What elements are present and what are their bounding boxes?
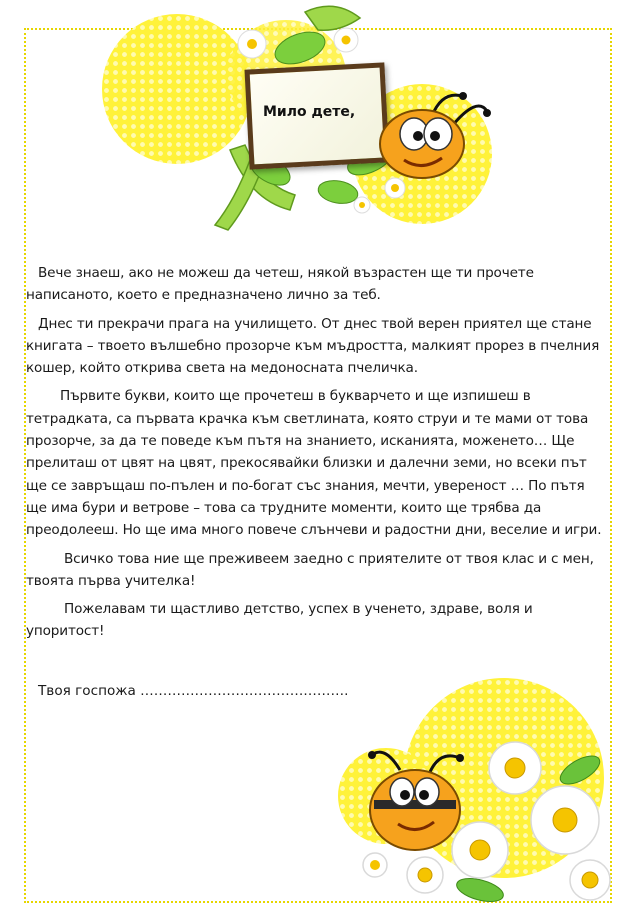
paragraph: Всичко това ние ще преживеем заедно с приятелите от твоя клас и с мен, твоята първа учителка! [26,550,594,589]
letter-greeting: Мило дете, [263,104,356,120]
bottom-ornament [330,700,638,903]
paragraph: Вече знаеш, ако не можеш да четеш, някой възрастен ще ти прочете написаното, което е предназначено лично за теб. [26,265,534,304]
bee-mascot-icon [368,751,464,850]
letter-body [26,262,604,649]
paragraph: Пожелавам ти щастливо детство, успех в ученето, здраве, воля и упоритост! [26,601,533,640]
bee-mascot-icon [372,86,502,186]
signature: Твоя госпожа ………………………………………. [38,683,349,699]
paragraph: Днес ти прекрачи прага на училището. От днес твой верен приятел ще стане книгата – твоето вълшебно прозорче към мъдростта, малкият прорез в пчелния кошер, който открива света на медоносната пчеличка. [26,315,600,377]
paragraph: Първите букви, които ще прочетеш в букварчето и ще изпишеш в тетрадката, са първата крачка към светлината, която струи и те мами от това прозорче, за да те поведе към пътя на знанието, исканията, моженето… Ще прелиташ от цвят на цвят, прекосявайки близки и далечни земи, но всеки път ще се завръщаш по-пълен и по-богат със знания, мечти, увереност … По пътя ще има бури и ветрове – това са трудните моменти, които ще трябва да преодолееш. Но ще има много повече слънчеви и радостни дни, веселие и игри. [26,388,602,539]
